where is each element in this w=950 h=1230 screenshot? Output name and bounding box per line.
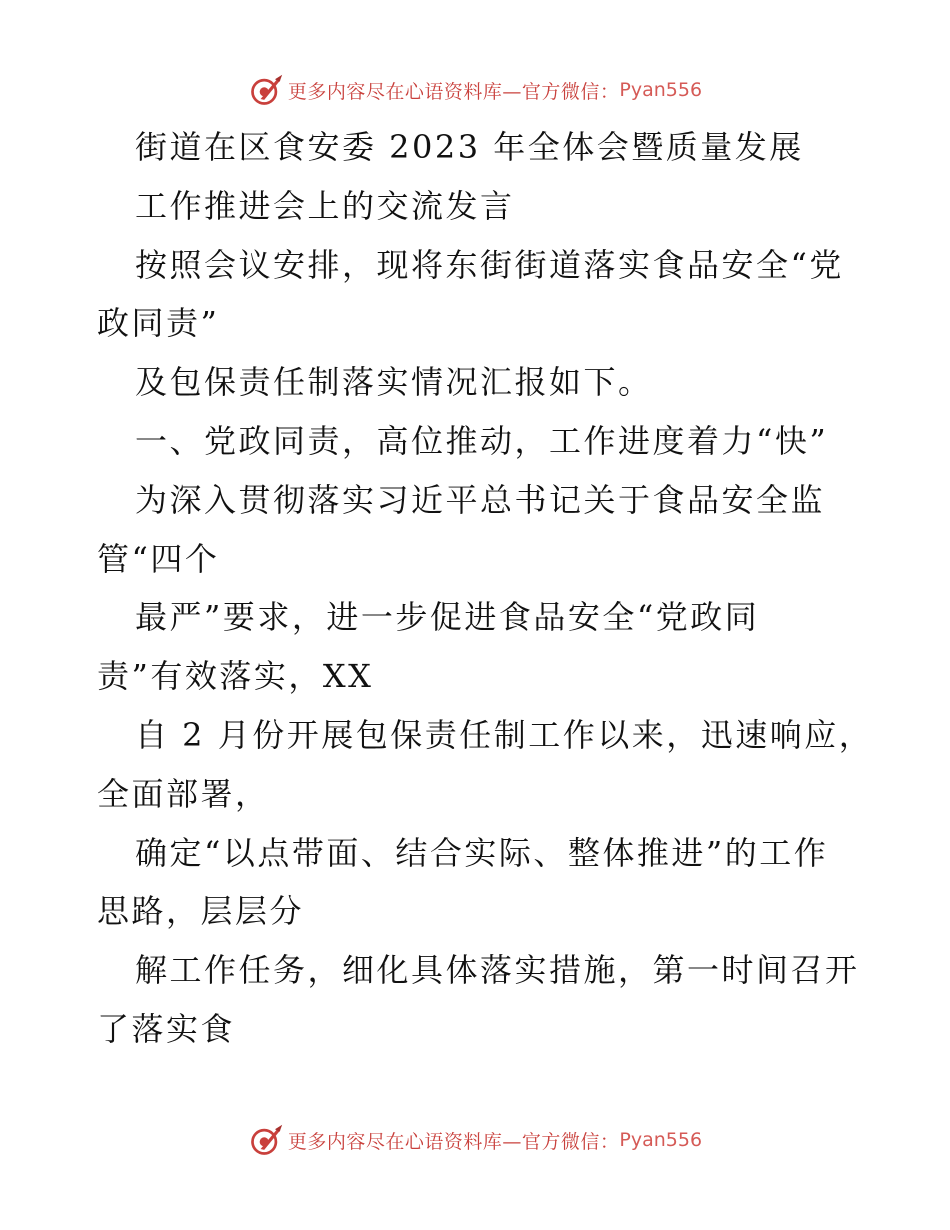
text-line: 了落实食: [97, 1009, 236, 1048]
watermark-text: 更多内容尽在心语资料库—官方微信：: [287, 1130, 620, 1153]
quill-logo-icon: [248, 72, 284, 108]
footer-watermark: [0, 1120, 950, 1160]
text-line: 工作推进会上的交流发言: [135, 186, 515, 225]
text-line: 为深入贯彻落实习近平总书记关于食品安全监: [135, 480, 826, 519]
text-line: 思路，层层分: [97, 892, 305, 931]
text-line: 最严”要求，进一步促进食品安全“党政同: [135, 598, 760, 637]
watermark-text: 更多内容尽在心语资料库—官方微信：: [287, 80, 620, 103]
text-line: 责”有效落实，XX: [97, 657, 374, 696]
watermark-handle: Pyan556: [619, 79, 703, 101]
text-line: 及包保责任制落实情况汇报如下。: [135, 363, 653, 402]
text-line: 街道在区食安委 2023 年全体会暨质量发展: [135, 128, 804, 166]
text-line: 全面部署，: [97, 774, 270, 813]
text-line: 一、党政同责，高位推动，工作进度着力“快”: [135, 421, 829, 460]
header-watermark: [0, 70, 950, 110]
text-line: 管“四个: [97, 539, 220, 578]
text-line: 解工作任务，细化具体落实措施，第一时间召开: [135, 951, 860, 990]
text-line: 自 2 月份开展包保责任制工作以来，迅速响应，: [135, 715, 874, 754]
watermark-handle: Pyan556: [619, 1129, 703, 1151]
text-line: 按照会议安排，现将东街街道落实食品安全“党: [135, 245, 844, 284]
document-body: [97, 118, 874, 1059]
quill-logo-icon: [248, 1122, 284, 1158]
text-line: 确定“以点带面、结合实际、整体推进”的工作: [135, 833, 829, 872]
text-line: 政同责”: [97, 304, 220, 343]
